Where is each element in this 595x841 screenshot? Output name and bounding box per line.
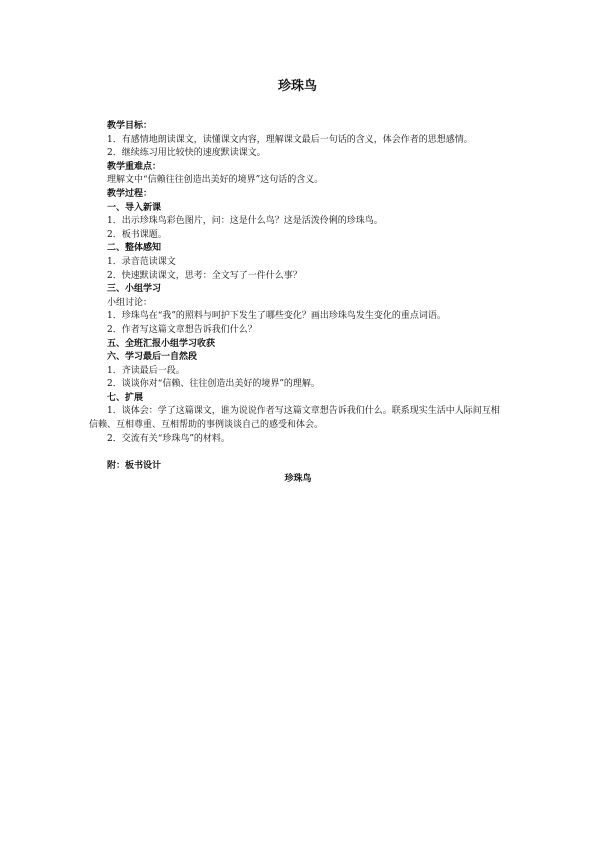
section-heading-process: 教学过程：: [107, 188, 153, 199]
section-heading-report: 五、全班汇报小组学习收获: [107, 338, 216, 349]
board-design-title: 珍珠鸟: [284, 474, 312, 485]
paragraph: 小组讨论：: [107, 297, 153, 308]
section-heading-overview: 二、整体感知: [107, 243, 162, 254]
document-body: [89, 120, 507, 487]
paragraph: 2．作者写这篇文章想告诉我们什么？: [107, 324, 257, 335]
document-title: 珍珠鸟: [277, 79, 317, 94]
paragraph: 2．快速默读课文，思考：全文写了一件什么事？: [107, 270, 302, 281]
paragraph: 2．板书课题。: [107, 229, 167, 240]
section-heading-board-design: 附：板书设计: [107, 460, 162, 471]
paragraph: 2．谈谈你对“信赖、往往创造出美好的境界”的理解。: [107, 379, 320, 390]
section-heading-key-points: 教学重难点：: [107, 161, 162, 172]
section-heading-objectives: 教学目标：: [107, 121, 153, 131]
section-heading-last-paragraph: 六、学习最后一自然段: [107, 352, 198, 363]
section-heading-group-study: 三、小组学习: [107, 284, 162, 295]
section-heading-intro: 一、导入新课: [107, 202, 162, 213]
paragraph: 2．交流有关“珍珠鸟”的材料。: [107, 433, 230, 444]
paragraph: 1．谈体会：学了这篇课文，谁为说说作者写这篇文章想告诉我们什么。联系现实生活中人际间互相信赖、互相尊重、互相帮助的事例谈谈自己的感受和体会。: [89, 406, 500, 431]
paragraph: 理解文中“信赖往往创造出美好的境界”这句话的含义。: [107, 175, 324, 186]
paragraph: 1．有感情地朗读课文，读懂课文内容，理解课文最后一句话的含义，体会作者的思想感情。: [107, 134, 473, 145]
section-heading-extension: 七、扩展: [107, 392, 144, 403]
paragraph: 2．继续练习用比较快的速度默读课文。: [107, 148, 266, 159]
paragraph: 1．录音范读课文: [107, 256, 176, 267]
paragraph: 1．出示珍珠鸟彩色图片，问：这是什么鸟？这是活泼伶俐的珍珠鸟。: [107, 216, 383, 227]
paragraph: 1．齐读最后一段。: [107, 365, 185, 376]
paragraph: 1．珍珠鸟在“我”的照料与呵护下发生了哪些变化？画出珍珠鸟发生变化的重点词语。: [107, 311, 446, 322]
blank-line: [89, 446, 507, 460]
